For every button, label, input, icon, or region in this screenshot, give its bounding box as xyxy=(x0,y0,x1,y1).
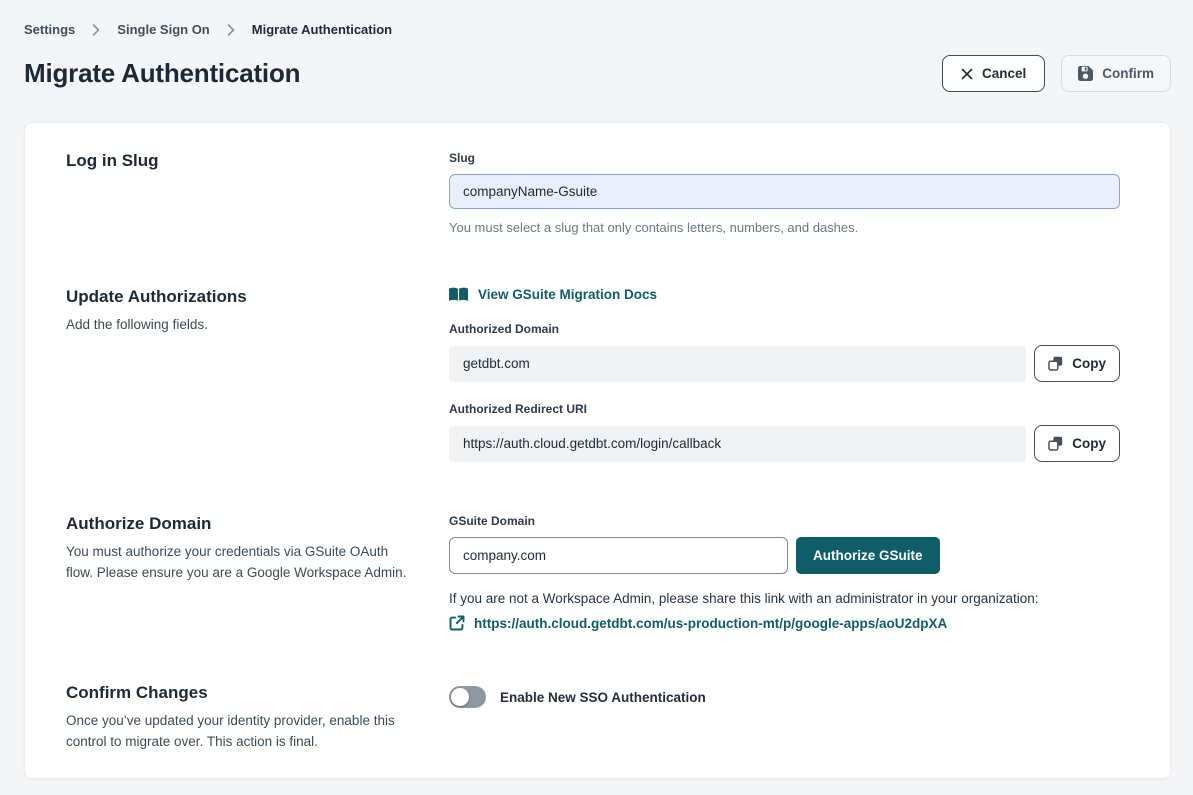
save-icon xyxy=(1078,66,1093,81)
authorized-redirect-uri-value: https://auth.cloud.getdbt.com/login/callback xyxy=(449,426,1026,462)
page-header xyxy=(24,55,1171,92)
sso-toggle-label: Enable New SSO Authentication xyxy=(500,689,706,705)
copy-icon xyxy=(1048,436,1063,451)
docs-link-label: View GSuite Migration Docs xyxy=(478,287,658,302)
view-gsuite-migration-docs-link[interactable] xyxy=(449,287,657,302)
close-icon xyxy=(961,68,973,80)
toggle-knob xyxy=(451,688,469,706)
breadcrumb xyxy=(24,22,1171,37)
section-confirm-changes xyxy=(66,683,1120,752)
section-desc-authorize-domain: You must authorize your credentials via GSuite OAuth flow. Please ensure you are a Google Workspace Admin. xyxy=(66,544,407,580)
slug-helper-text: You must select a slug that only contains letters, numbers, and dashes. xyxy=(449,220,859,235)
settings-card xyxy=(24,122,1171,779)
authorized-domain-label: Authorized Domain xyxy=(449,322,559,336)
section-desc-update-authorizations: Add the following fields. xyxy=(66,317,208,332)
page-title: Migrate Authentication xyxy=(24,58,301,88)
cancel-button-label: Cancel xyxy=(981,66,1027,81)
section-update-authorizations xyxy=(66,287,1120,462)
gsuite-domain-row xyxy=(449,537,1120,574)
header-actions xyxy=(942,55,1171,92)
copy-button-label: Copy xyxy=(1072,436,1106,451)
section-authorize-domain xyxy=(66,514,1120,631)
authorized-redirect-uri-row xyxy=(449,425,1120,462)
copy-button-label: Copy xyxy=(1072,356,1106,371)
cancel-button[interactable] xyxy=(942,55,1045,92)
copy-authorized-domain-button[interactable] xyxy=(1034,345,1120,382)
authorized-domain-value: getdbt.com xyxy=(449,346,1026,382)
chevron-right-icon xyxy=(227,24,235,36)
workspace-admin-note: If you are not a Workspace Admin, please share this link with an administrator in your organization: xyxy=(449,591,1039,606)
section-title-login-slug: Log in Slug xyxy=(66,151,159,170)
sso-toggle-row xyxy=(449,686,1120,708)
breadcrumb-settings[interactable]: Settings xyxy=(24,22,76,37)
slug-label: Slug xyxy=(449,151,475,165)
slug-input[interactable] xyxy=(449,174,1120,209)
copy-icon xyxy=(1048,356,1063,371)
copy-redirect-uri-button[interactable] xyxy=(1034,425,1120,462)
authorized-redirect-uri-label: Authorized Redirect URI xyxy=(449,402,588,416)
enable-sso-toggle[interactable] xyxy=(449,686,486,708)
authorize-gsuite-button[interactable]: Authorize GSuite xyxy=(796,537,940,574)
confirm-button-label: Confirm xyxy=(1102,66,1154,81)
authorized-domain-row xyxy=(449,345,1120,382)
admin-share-link[interactable]: https://auth.cloud.getdbt.com/us-production-mt/p/google-apps/aoU2dpXA xyxy=(474,615,948,631)
external-link-icon xyxy=(449,615,465,631)
section-title-confirm-changes: Confirm Changes xyxy=(66,683,208,702)
breadcrumb-migrate-authentication: Migrate Authentication xyxy=(251,22,393,37)
book-icon xyxy=(449,287,468,302)
section-desc-confirm-changes: Once you’ve updated your identity provider, enable this control to migrate over. This action is final. xyxy=(66,713,395,749)
gsuite-domain-input[interactable] xyxy=(449,537,788,574)
share-link-row xyxy=(449,615,1120,631)
section-login-slug xyxy=(66,151,1120,235)
breadcrumb-single-sign-on[interactable]: Single Sign On xyxy=(117,22,210,37)
section-title-authorize-domain: Authorize Domain xyxy=(66,514,212,533)
section-title-update-authorizations: Update Authorizations xyxy=(66,287,247,306)
confirm-button[interactable] xyxy=(1061,55,1171,92)
chevron-right-icon xyxy=(92,24,100,36)
gsuite-domain-label: GSuite Domain xyxy=(449,514,536,528)
